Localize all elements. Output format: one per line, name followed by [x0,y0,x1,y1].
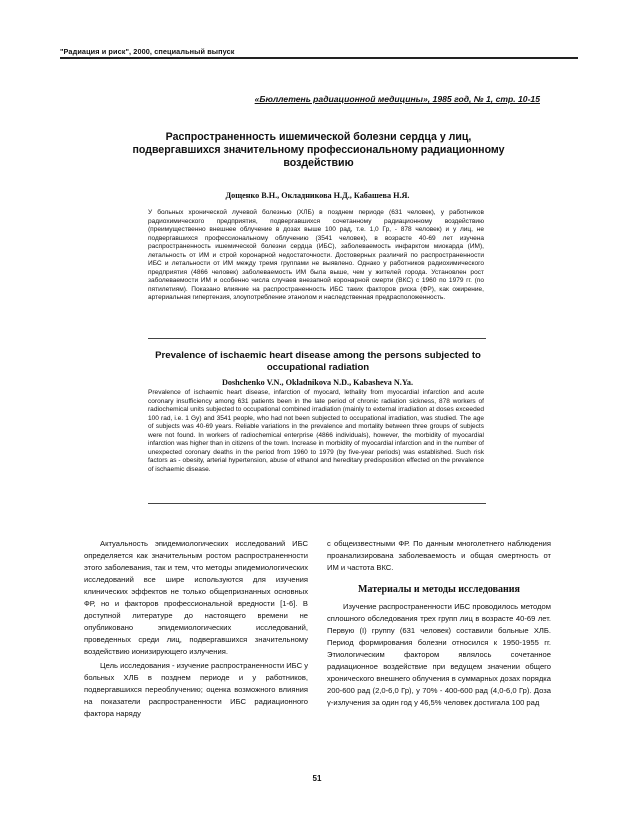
body-column-right [327,538,551,709]
citation: «Бюллетень радиационной медицины», 1985 год, № 1, стр. 10-15 [254,94,540,104]
body-paragraph: Изучение распространенности ИБС проводилось методом сплошного обследования трех групп лиц в возрасте 40-69 лет. Первую (I) группу (631 человек) составили больные ХЛБ. Период формирования болезни относился к 1950-1955 гг. Этиологическим фактором являлось сочетанное радиационное воздействие при ведущем значении общего хронического внешнего облучения в суммарных дозах порядка 200-600 рад (2,0-6,0 Гр), у 70% - 400-600 рад (4,0-6,0 Гр). Доза γ-излучения за один год у 46,5% человек достигала 100 рад [327,601,551,707]
abstract-russian: У больных хронической лучевой болезнью (ХЛБ) в позднем периоде (631 человек), у работников радиохимического предприятия, подвергавшихся сочетанному радиационному воздействию (преимущественно внешнее облучение в дозах выше 100 рад, т.е. 1,0 Гр, - 878 человек) и у лиц, не подвергавшихся профессиональному облучению (3541 человек), в возрасте 40-69 лет изучена распространенность ишемической болезни сердца (ИБС), заболеваемость инфарктом миокарда (ИМ), летальность от ИМ и строй коронарной недостаточности. Достоверных различий по распространенности ИБС и летальности от ИМ между тремя группами не выявлено. Однако у работников радиохимического предприятия (4866 человек) заболеваемость ИМ была выше, чем у жителей города. Установлен рост заболеваемости ИМ и особенно числа случаев внезапной коронарной смерти (ВКС) с 1960 по 1979 гг. (по пятилетиям). Показано влияние на распространенность ИБС таких факторов риска (ФР), как ожирение, артериальная гипертензия, злоупотребление этанолом и наследственная предрасположенность. [148,209,484,301]
abstract-divider [148,338,486,339]
abstract-english: Prevalence of ischaemic heart disease, infarction of myocard, lethality from myocardial infarction and acute coronary insufficiency among 631 patients been in the late period of chronic radiation sickness, 878 workers of radiochemical units subjected to occupational combined irradiation (mainly to external irradiation at doses exceeded 100 rad, i.e. 1 Gy) and 3541 people, who had not been subjected to occupational irradiation, was studied. The age of subjects was 40-69 years. Reliable variations in the prevalence and mortality between three groups of subjects were not found. In workers of radiochemical enterprise (4866 individuals), however, the morbidity of myocardial infarction was higher than in citizens of the town. Increase in morbidity of myocardial infarction and in the number of unexpected coronary deaths in the period from 1960 to 1979 (by five-year periods) was established. Such risk factors as - obesity, arterial hypertension, abuse of ethanol and hereditary predisposition effected on the prevalence of ischaemic disease. [148,389,484,473]
page-number: 51 [312,774,322,783]
title-russian: Распространенность ишемической болезни сердца у лиц, подвергавшихся значительному профессиональному радиационному воздействию [132,131,505,169]
section-heading: Материалы и методы исследования [358,584,520,595]
authors-russian: Дощенко В.Н., Окладникова Н.Д., Кабашева Н.Я. [225,191,410,200]
body-paragraph: Актуальность эпидемиологических исследований ИБС определяется как значительным ростом распространенности этого заболевания, так и тем, что методы эпидемиологических исследований все шире используются для изучения клинических эффектов не только общепризнанных основных ФР, но и факторов профессиональной вредности [1-6]. В доступной литературе до настоящего времени не опубликовано эпидемиологических исследований, проведенных среди лиц, подвергавшихся значительному воздействию ионизирующего излучения. [84,539,308,656]
body-paragraph: Цель исследования - изучение распространенности ИБС у больных ХЛБ в позднем периоде и у работников, подвергавшихся переоблучению; оценка возможного влияния на показатели распространенности ИБС радиационного фактора наряду [84,661,308,718]
abstract-bottom-divider [148,503,486,504]
running-head: "Радиация и риск", 2000, специальный выпуск [60,47,235,56]
authors-english: Doshchenko V.N., Okladnikova N.D., Kabasheva N.Ya. [221,378,413,387]
body-column-left [84,538,308,720]
body-paragraph-continued: с общеизвестными ФР. По данным многолетнего наблюдения проанализирована заболеваемость и общая смертность от ИМ и частота ВКС. [327,539,551,572]
header-rule [60,57,578,59]
title-english: Prevalence of ischaemic heart disease among the persons subjected to occupational radiation [155,350,481,373]
